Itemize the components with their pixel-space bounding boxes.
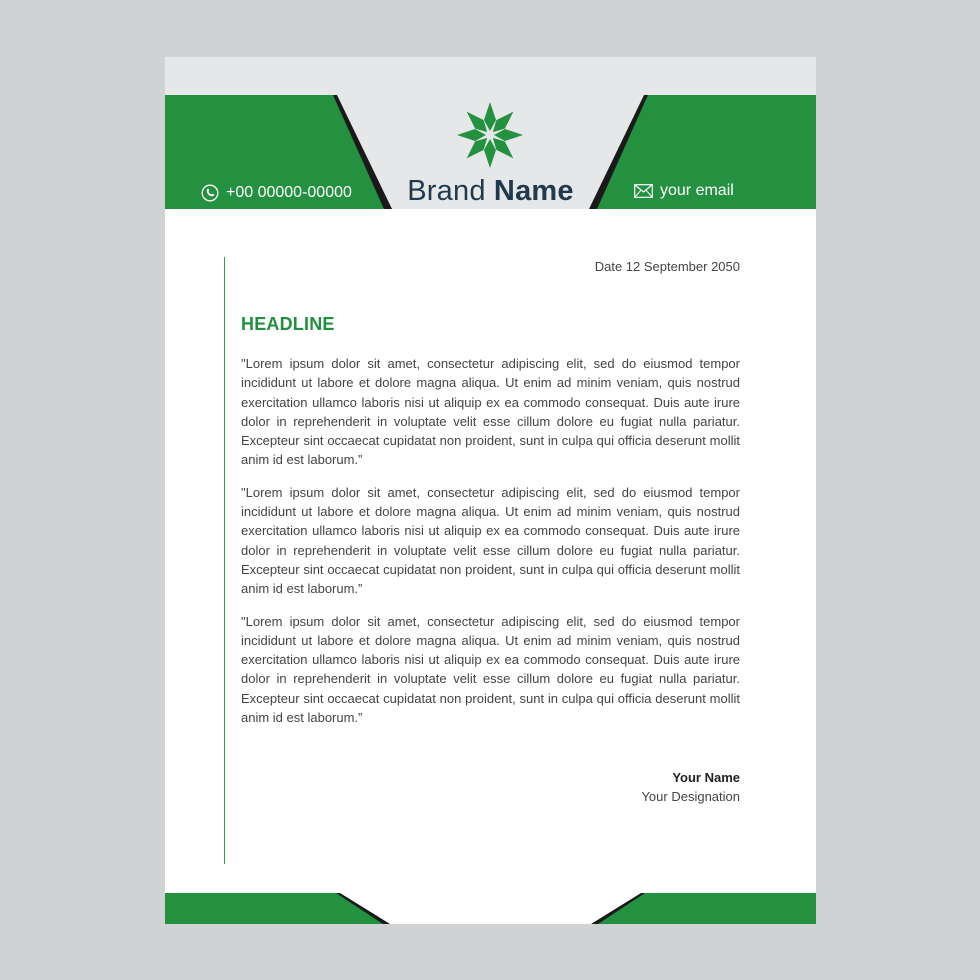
letter-date: Date 12 September 2050: [594, 259, 740, 274]
brand-name-regular: Brand: [407, 175, 494, 207]
letter-body: [241, 354, 740, 740]
footer-band: [165, 893, 816, 924]
signature-block: [641, 768, 740, 806]
brand-name-bold: Name: [493, 175, 574, 207]
email-address: your email: [660, 182, 734, 199]
star-flower-logo-icon: [454, 99, 526, 171]
body-paragraph: "Lorem ipsum dolor sit amet, consectetur adipiscing elit, sed do eiusmod tempor incididunt ut labore et dolore magna aliqua. Ut enim ad minim veniam, quis nostrud exercitation ullamco laboris nisi ut aliquip ex ea commodo consequat. Duis aute irure dolor in reprehenderit in voluptate velit esse cillum dolore eu fugiat nulla pariatur. Excepteur sint occaecat cupidatat non proident, sunt in culpa qui officia deserunt mollit anim id est laborum.”: [241, 356, 740, 468]
phone-number: +00 00000-00000: [226, 184, 352, 201]
phone-contact: [201, 181, 352, 205]
body-paragraph: "Lorem ipsum dolor sit amet, consectetur adipiscing elit, sed do eiusmod tempor incididunt ut labore et dolore magna aliqua. Ut enim ad minim veniam, quis nostrud exercitation ullamco laboris nisi ut aliquip ex ea commodo consequat. Duis aute irure dolor in reprehenderit in voluptate velit esse cillum dolore eu fugiat nulla pariatur. Excepteur sint occaecat cupidatat non proident, sunt in culpa qui officia deserunt mollit anim id est laborum.”: [241, 613, 740, 726]
phone-icon: [201, 184, 219, 202]
body-paragraph: "Lorem ipsum dolor sit amet, consectetur adipiscing elit, sed do eiusmod tempor incididunt ut labore et dolore magna aliqua. Ut enim ad minim veniam, quis nostrud exercitation ullamco laboris nisi ut aliquip ex ea commodo consequat. Duis aute irure dolor in reprehenderit in voluptate velit esse cillum dolore eu fugiat nulla pariatur. Excepteur sint occaecat cupidatat non proident, sunt in culpa qui officia deserunt mollit anim id est laborum.”: [241, 484, 740, 597]
margin-rule: [224, 257, 225, 864]
letterhead-page: [165, 57, 816, 924]
signature-name: Your Name: [672, 770, 740, 785]
signature-designation: Your Designation: [641, 789, 740, 804]
email-contact: [634, 179, 734, 203]
letter-headline: HEADLINE: [241, 314, 335, 334]
envelope-icon: [634, 184, 653, 198]
